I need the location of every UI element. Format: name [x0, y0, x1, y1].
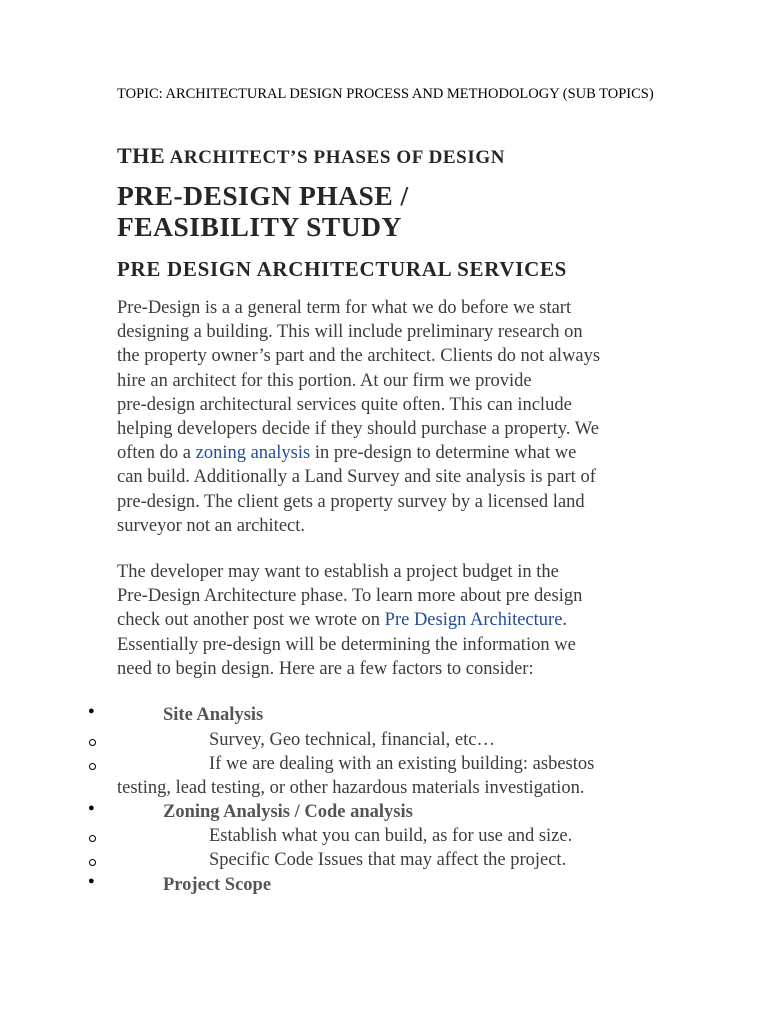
text-fragment: in pre-design to determine what we — [310, 443, 577, 464]
paragraph-line — [117, 441, 677, 465]
list-subitem-establish: Establish what you can build, as for use and size. — [209, 826, 573, 846]
bullet-circle-icon — [89, 835, 96, 842]
paragraph-project-budget — [117, 560, 677, 681]
paragraph-line: the property owner’s part and the architect. Clients do not always — [117, 346, 601, 367]
zoning-analysis-link[interactable]: zoning analysis — [195, 443, 311, 464]
paragraph-line: Pre-Design Architecture phase. To learn more about pre design — [117, 586, 583, 607]
paragraph-line — [117, 608, 677, 632]
heading-architectural-services: PRE DESIGN ARCHITECTURAL SERVICES — [117, 257, 568, 281]
bullet-dot-icon: ● — [88, 875, 95, 887]
list-subitem-existing-building: If we are dealing with an existing building: asbestos — [209, 754, 595, 774]
heading-phases-first: THE — [117, 143, 166, 168]
text-fragment: check out another post we wrote on — [117, 610, 385, 631]
list-subitem-survey: Survey, Geo technical, financial, etc… — [209, 730, 495, 750]
heading-predesign-line1: PRE-DESIGN PHASE / — [117, 180, 409, 211]
heading-phases-rest: ARCHITECT’S PHASES OF DESIGN — [165, 147, 506, 168]
paragraph-line: pre-design. The client gets a property survey by a licensed land — [117, 491, 585, 512]
list-subitem-code-issues: Specific Code Issues that may affect the project. — [209, 850, 567, 870]
paragraph-line: designing a building. This will include preliminary research on — [117, 322, 583, 343]
paragraph-line: surveyor not an architect. — [117, 515, 306, 536]
list-item-zoning-analysis: Zoning Analysis / Code analysis — [163, 802, 413, 822]
paragraph-line: helping developers decide if they should purchase a property. We — [117, 419, 599, 440]
heading-predesign-line2: FEASIBILITY STUDY — [117, 211, 402, 242]
bullet-circle-icon — [89, 859, 96, 866]
list-item-site-analysis: Site Analysis — [163, 705, 264, 725]
paragraph-line: pre-design architectural services quite often. This can include — [117, 394, 572, 415]
paragraph-line: Pre-Design is a a general term for what we do before we start — [117, 298, 572, 318]
paragraph-line: need to begin design. Here are a few factors to consider: — [117, 658, 534, 679]
pre-design-architecture-link[interactable]: Pre Design Architecture — [384, 610, 563, 631]
bullet-dot-icon: ● — [88, 705, 95, 717]
bullet-circle-icon — [89, 739, 96, 746]
paragraph-line: can build. Additionally a Land Survey and site analysis is part of — [117, 467, 596, 488]
paragraph-pre-design-intro — [117, 296, 677, 538]
paragraph-line: hire an architect for this portion. At our firm we provide — [117, 370, 532, 391]
bullet-dot-icon: ● — [88, 802, 95, 814]
heading-phases-of-design — [117, 143, 505, 169]
list-subitem-existing-building-cont: testing, lead testing, or other hazardous materials investigation. — [117, 778, 585, 798]
paragraph-line: Essentially pre-design will be determining the information we — [117, 634, 576, 655]
bullet-circle-icon — [89, 763, 96, 770]
text-fragment: often do a — [117, 443, 196, 464]
list-item-project-scope: Project Scope — [163, 875, 272, 895]
heading-pre-design-phase — [117, 180, 409, 242]
text-fragment: . — [562, 610, 568, 631]
topic-line: TOPIC: ARCHITECTURAL DESIGN PROCESS AND METHODOLOGY (SUB TOPICS) — [117, 86, 654, 102]
paragraph-line: The developer may want to establish a project budget in the — [117, 562, 559, 582]
